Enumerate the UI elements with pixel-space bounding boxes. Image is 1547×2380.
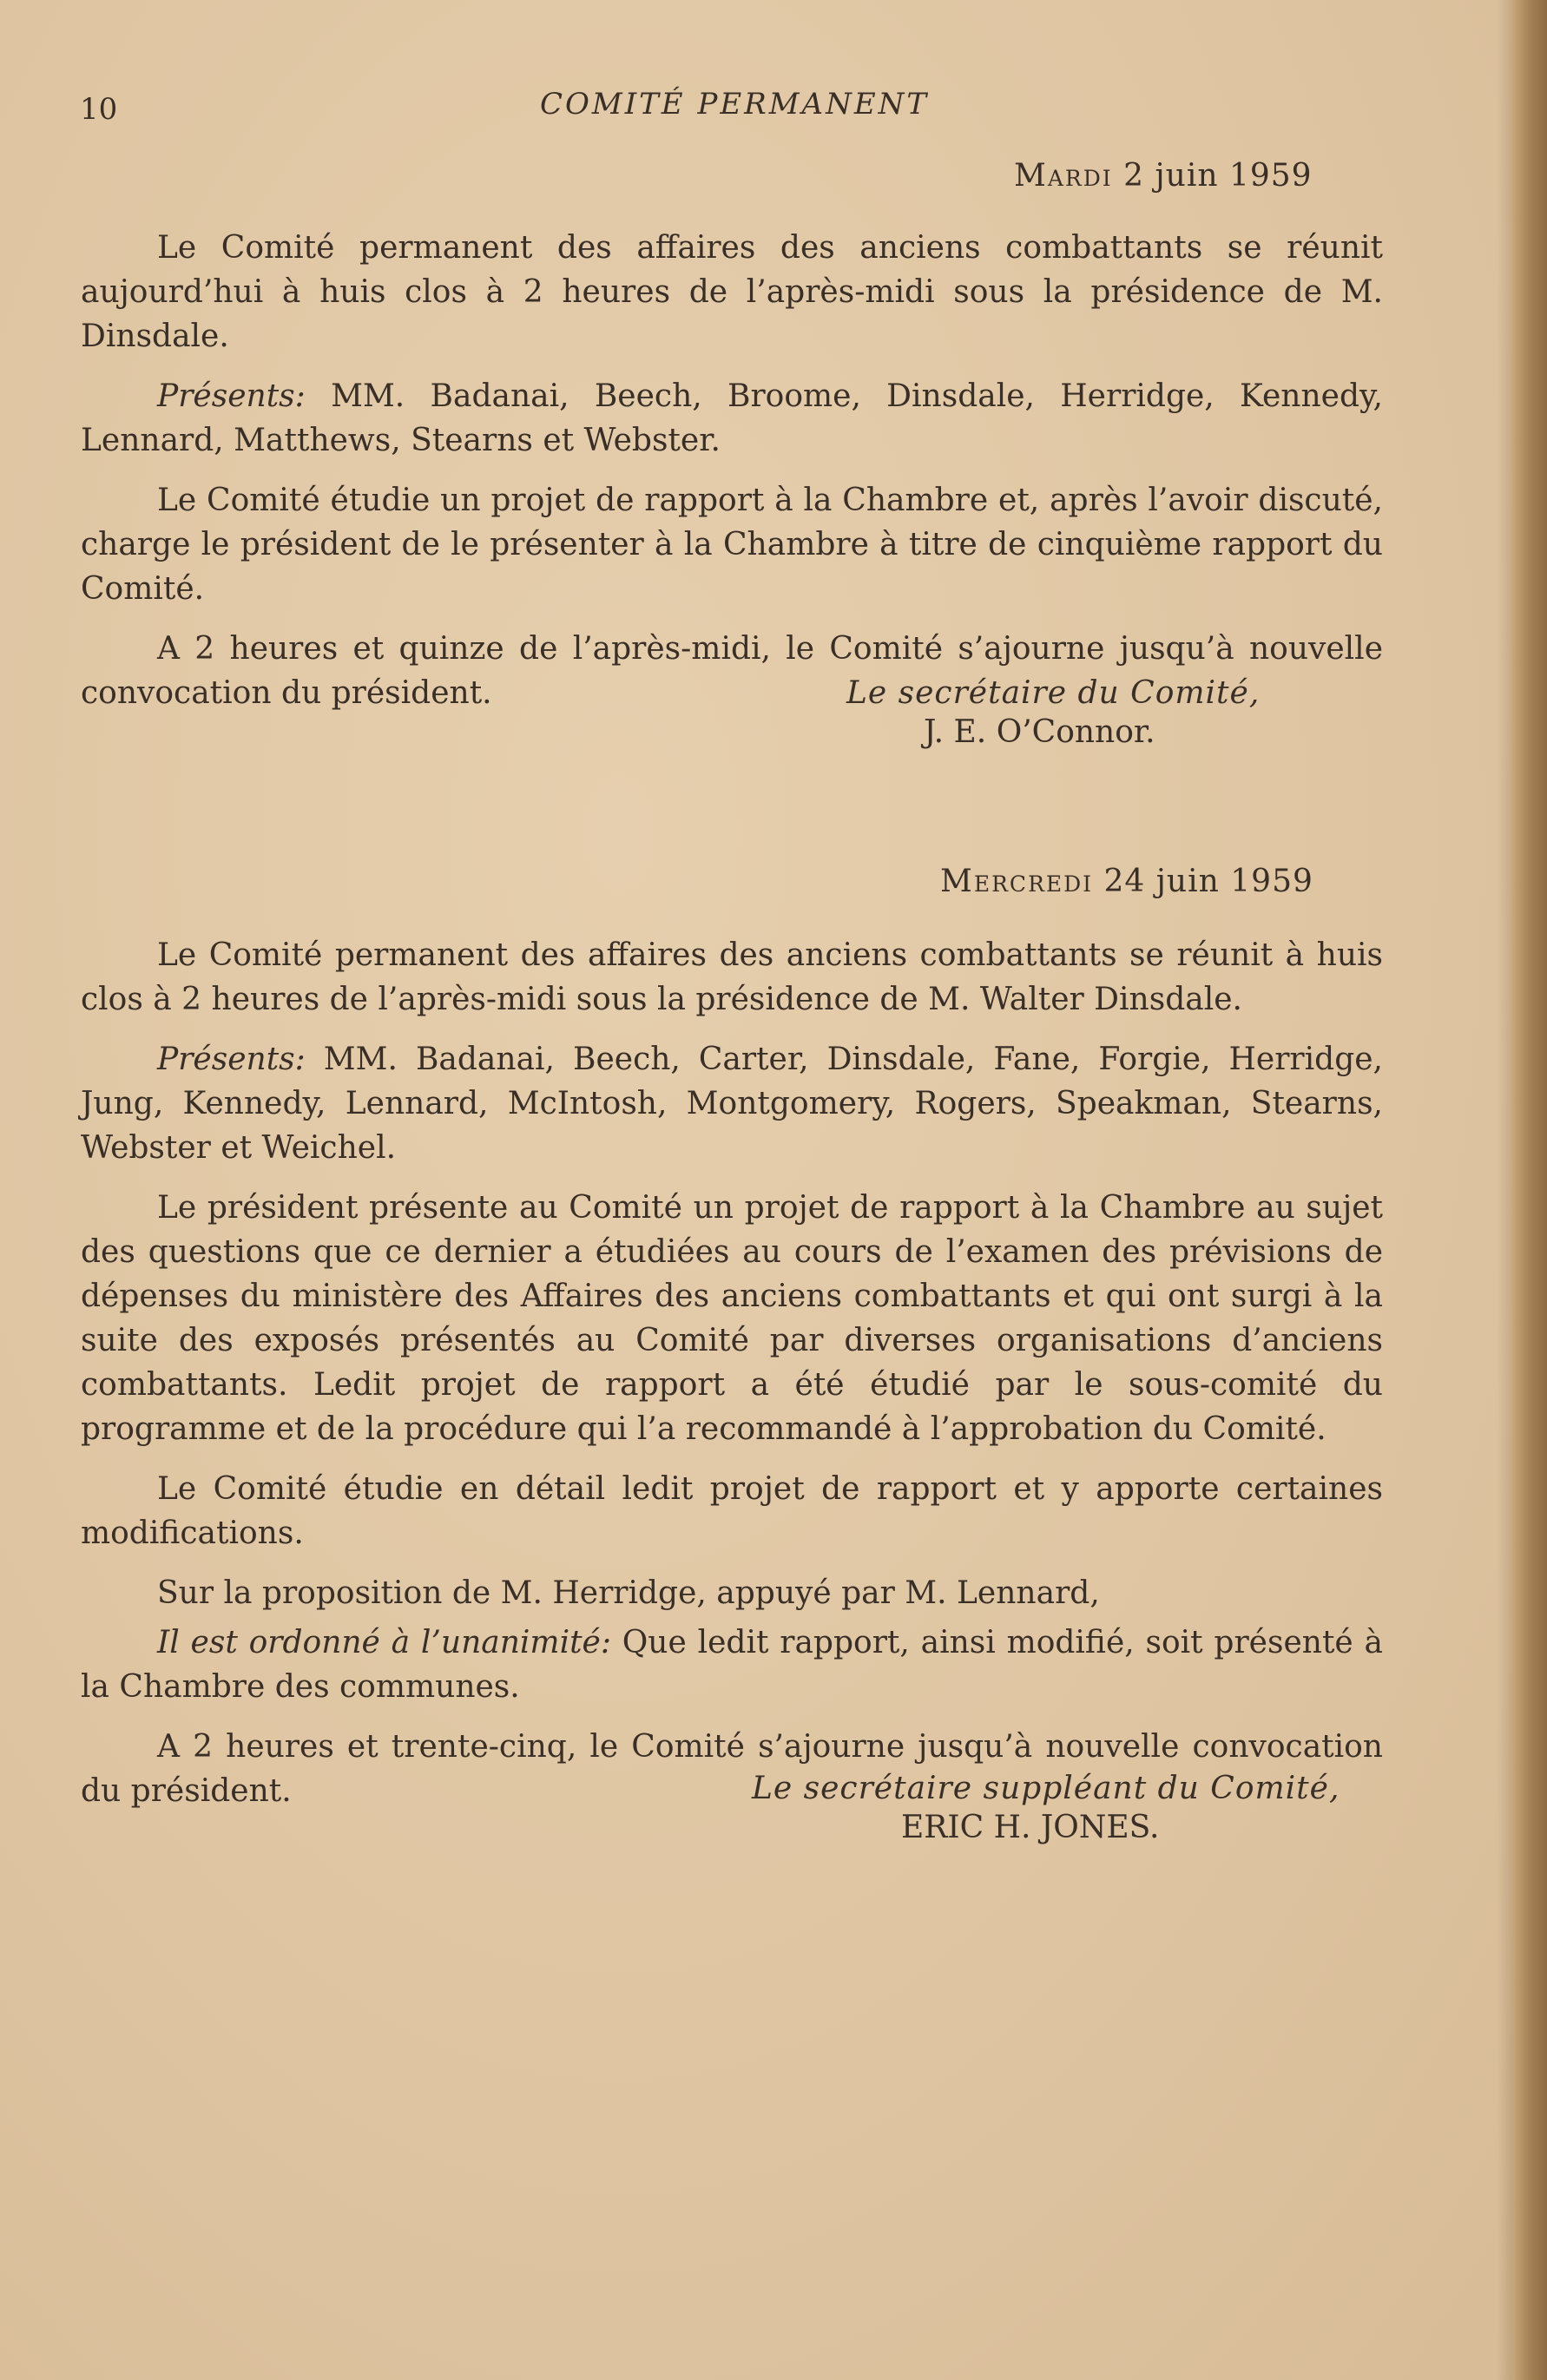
page-edge-shadow [1497, 0, 1512, 2380]
section-2-signature [752, 1771, 1340, 1845]
section-1-body [81, 226, 1383, 715]
section-1-signature-title: Le secrétaire du Comité, [846, 675, 1261, 711]
section-1-report-paragraph: Le Comité étudie un projet de rapport à la Chambre et, après l’avoir discuté, charge le président de le présenter à la Chambre à titre de cinquième rapport du Comité. [81, 483, 1383, 607]
section-2-opening-paragraph: Le Comité permanent des affaires des anciens combattants se réunit à huis clos à 2 heures de l’après-midi sous la présidence de M. Walter Dinsdale. [81, 937, 1383, 1017]
section-1-date [1014, 158, 1313, 194]
section-2-date-rest: 24 juin 1959 [1103, 864, 1313, 899]
section-2-order-text: Que ledit rapport, ainsi modifié, soit présenté à la Chambre des communes. [81, 1625, 1383, 1705]
section-2-report-paragraph: Le président présente au Comité un projet de rapport à la Chambre au sujet des questions que ce dernier a étudiées au cours de l’examen des prévisions de dépenses du ministère des Affaires des anciens combattants et qui ont surgi à la suite des exposés présentés au Comité par diverses organisations d’anciens combattants. Ledit projet de rapport a été étudié par le sous-comité du programme et de la procédure qui l’a recommandé à l’approbation du Comité. [81, 1190, 1383, 1447]
section-1-present-text: MM. Badanai, Beech, Broome, Dinsdale, Herridge, Kennedy, Lennard, Matthews, Stearns et Webster. [81, 378, 1383, 458]
section-2-order-label: Il est ordonné à l’unanimité: [157, 1625, 611, 1660]
section-2-date [940, 864, 1313, 899]
section-2-present-label: Présents: [157, 1042, 306, 1077]
section-1-signature-name: J. E. O’Connor. [924, 714, 1155, 750]
section-1-adjourn-paragraph: A 2 heures et quinze de l’après-midi, le Comité s’ajourne jusqu’à nouvelle convocation du président. [81, 631, 1383, 711]
section-2-adjourn-paragraph: A 2 heures et trente-cinq, le Comité s’ajourne jusqu’à nouvelle convocation du président. [81, 1729, 1383, 1809]
page-number: 10 [80, 92, 118, 127]
section-2-signature-name: ERIC H. JONES. [901, 1810, 1160, 1845]
section-2-date-day: Mercredi [940, 864, 1094, 899]
section-1-date-rest: 2 juin 1959 [1123, 158, 1313, 194]
section-2-signature-title: Le secrétaire suppléant du Comité, [752, 1771, 1340, 1806]
section-2-study-paragraph: Le Comité étudie en détail ledit projet de rapport et y apporte certaines modifications. [81, 1471, 1383, 1551]
section-2-motion-paragraph: Sur la proposition de M. Herridge, appuyé par M. Lennard, [157, 1575, 1100, 1611]
section-2-order-paragraph [81, 1621, 1383, 1709]
section-2-present-text: MM. Badanai, Beech, Carter, Dinsdale, Fane, Forgie, Herridge, Jung, Kennedy, Lennard, McIntosh, Montgomery, Rogers, Speakman, Stearns, Webster et Weichel. [81, 1042, 1383, 1166]
running-title: COMITÉ PERMANENT [540, 87, 930, 122]
section-2-present-paragraph [81, 1037, 1383, 1170]
section-1-present-label: Présents: [157, 378, 306, 414]
section-2-body [81, 933, 1383, 1813]
section-1-signature [846, 675, 1260, 750]
section-1-opening-paragraph: Le Comité permanent des affaires des anciens combattants se réunit aujourd’hui à huis clos à 2 heures de l’après-midi sous la présidence de M. Dinsdale. [81, 230, 1383, 354]
section-1-present-paragraph [81, 374, 1383, 463]
page-edge [1512, 0, 1547, 2380]
section-1-date-day: Mardi [1014, 158, 1113, 194]
